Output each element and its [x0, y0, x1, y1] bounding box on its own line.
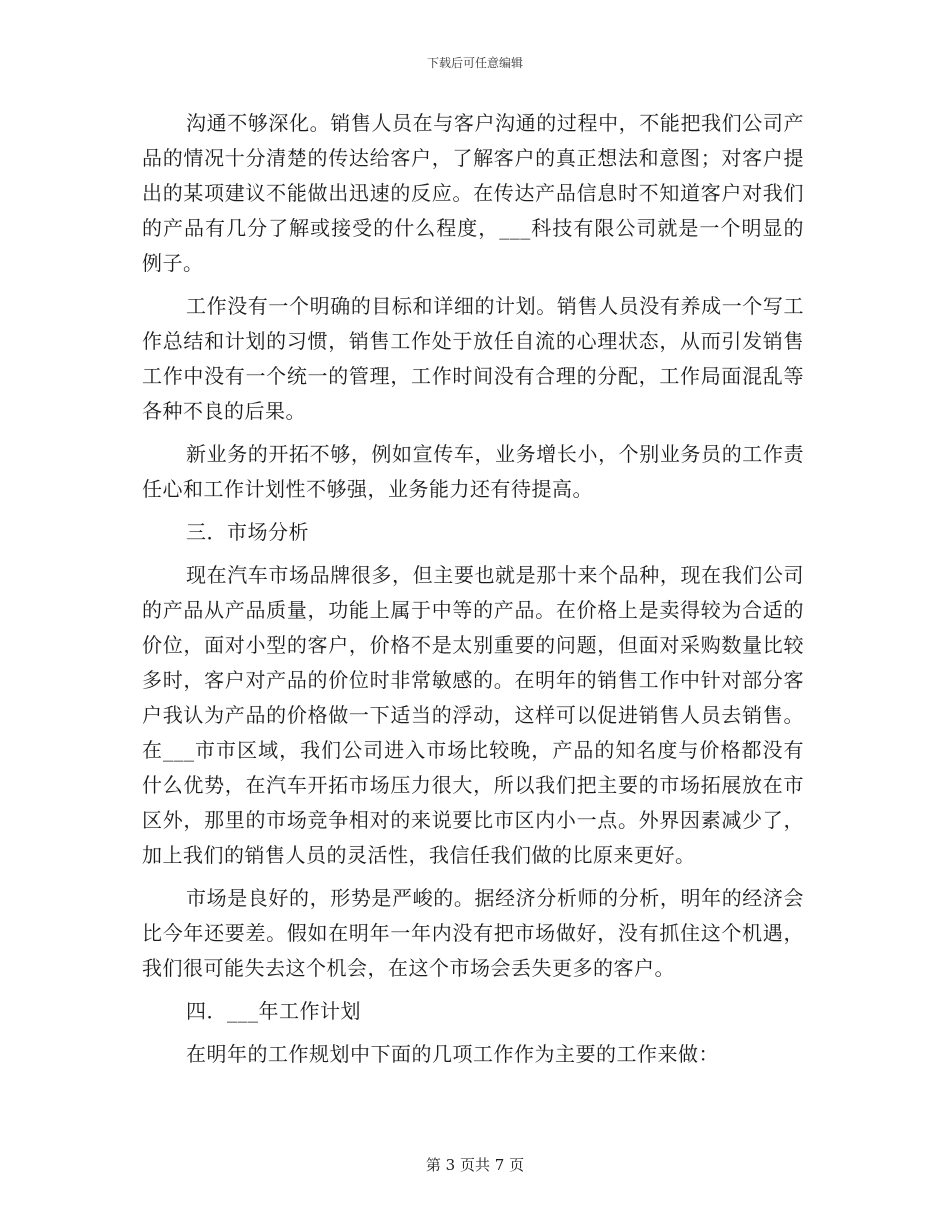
page-footer: 第 3 页共 7 页	[425, 1156, 525, 1174]
paragraph-market: 现在汽车市场品牌很多，但主要也就是那十来个品种，现在我们公司的产品从产品质量，功能上属于中等的产品。在价格上是卖得较为合适的价位，面对小型的客户，价格不是太别重要的问题，但面对采购数量比较多时，客户对产品的价位时非常敏感的。在明年的销售工作中针对部分客户我认为产品的价格做一下适当的浮动，这样可以促进销售人员去销售。在___市市区域，我们公司进入市场比较晚，产品的知名度与价格都没有什么优势，在汽车开拓市场压力很大，所以我们把主要的市场拓展放在市区外，那里的市场竞争相对的来说要比市区内小一点。外界因素减少了，加上我们的销售人员的灵活性，我信任我们做的比原来更好。	[142, 563, 804, 867]
document-body	[142, 106, 804, 1080]
page-header: 下载后可任意编辑	[426, 56, 523, 70]
paragraph-new-business: 新业务的开拓不够，例如宣传车，业务增长小，个别业务员的工作责任心和工作计划性不够强，业务能力还有待提高。	[142, 442, 804, 501]
paragraph-planning: 工作没有一个明确的目标和详细的计划。销售人员没有养成一个写工作总结和计划的习惯，销售工作处于放任自流的心理状态，从而引发销售工作中没有一个统一的管理，工作时间没有合理的分配，工作局面混乱等各种不良的后果。	[142, 294, 804, 423]
paragraph-communication: 沟通不够深化。销售人员在与客户沟通的过程中，不能把我们公司产品的情况十分清楚的传达给客户，了解客户的真正想法和意图；对客户提出的某项建议不能做出迅速的反应。在传达产品信息时不知道客户对我们的产品有几分了解或接受的什么程度，___科技有限公司就是一个明显的例子。	[142, 111, 804, 275]
section-heading-work-plan: 四．___年工作计划	[186, 999, 361, 1023]
paragraph-outlook: 市场是良好的，形势是严峻的。据经济分析师的分析，明年的经济会比今年还要差。假如在明年一年内没有把市场做好，没有抓住这个机遇，我们很可能失去这个机会，在这个市场会丢失更多的客户。	[142, 886, 804, 980]
section-heading-market-analysis: 三．市场分析	[186, 520, 309, 544]
paragraph-plan-intro: 在明年的工作规划中下面的几项工作作为主要的工作来做：	[186, 1042, 719, 1066]
